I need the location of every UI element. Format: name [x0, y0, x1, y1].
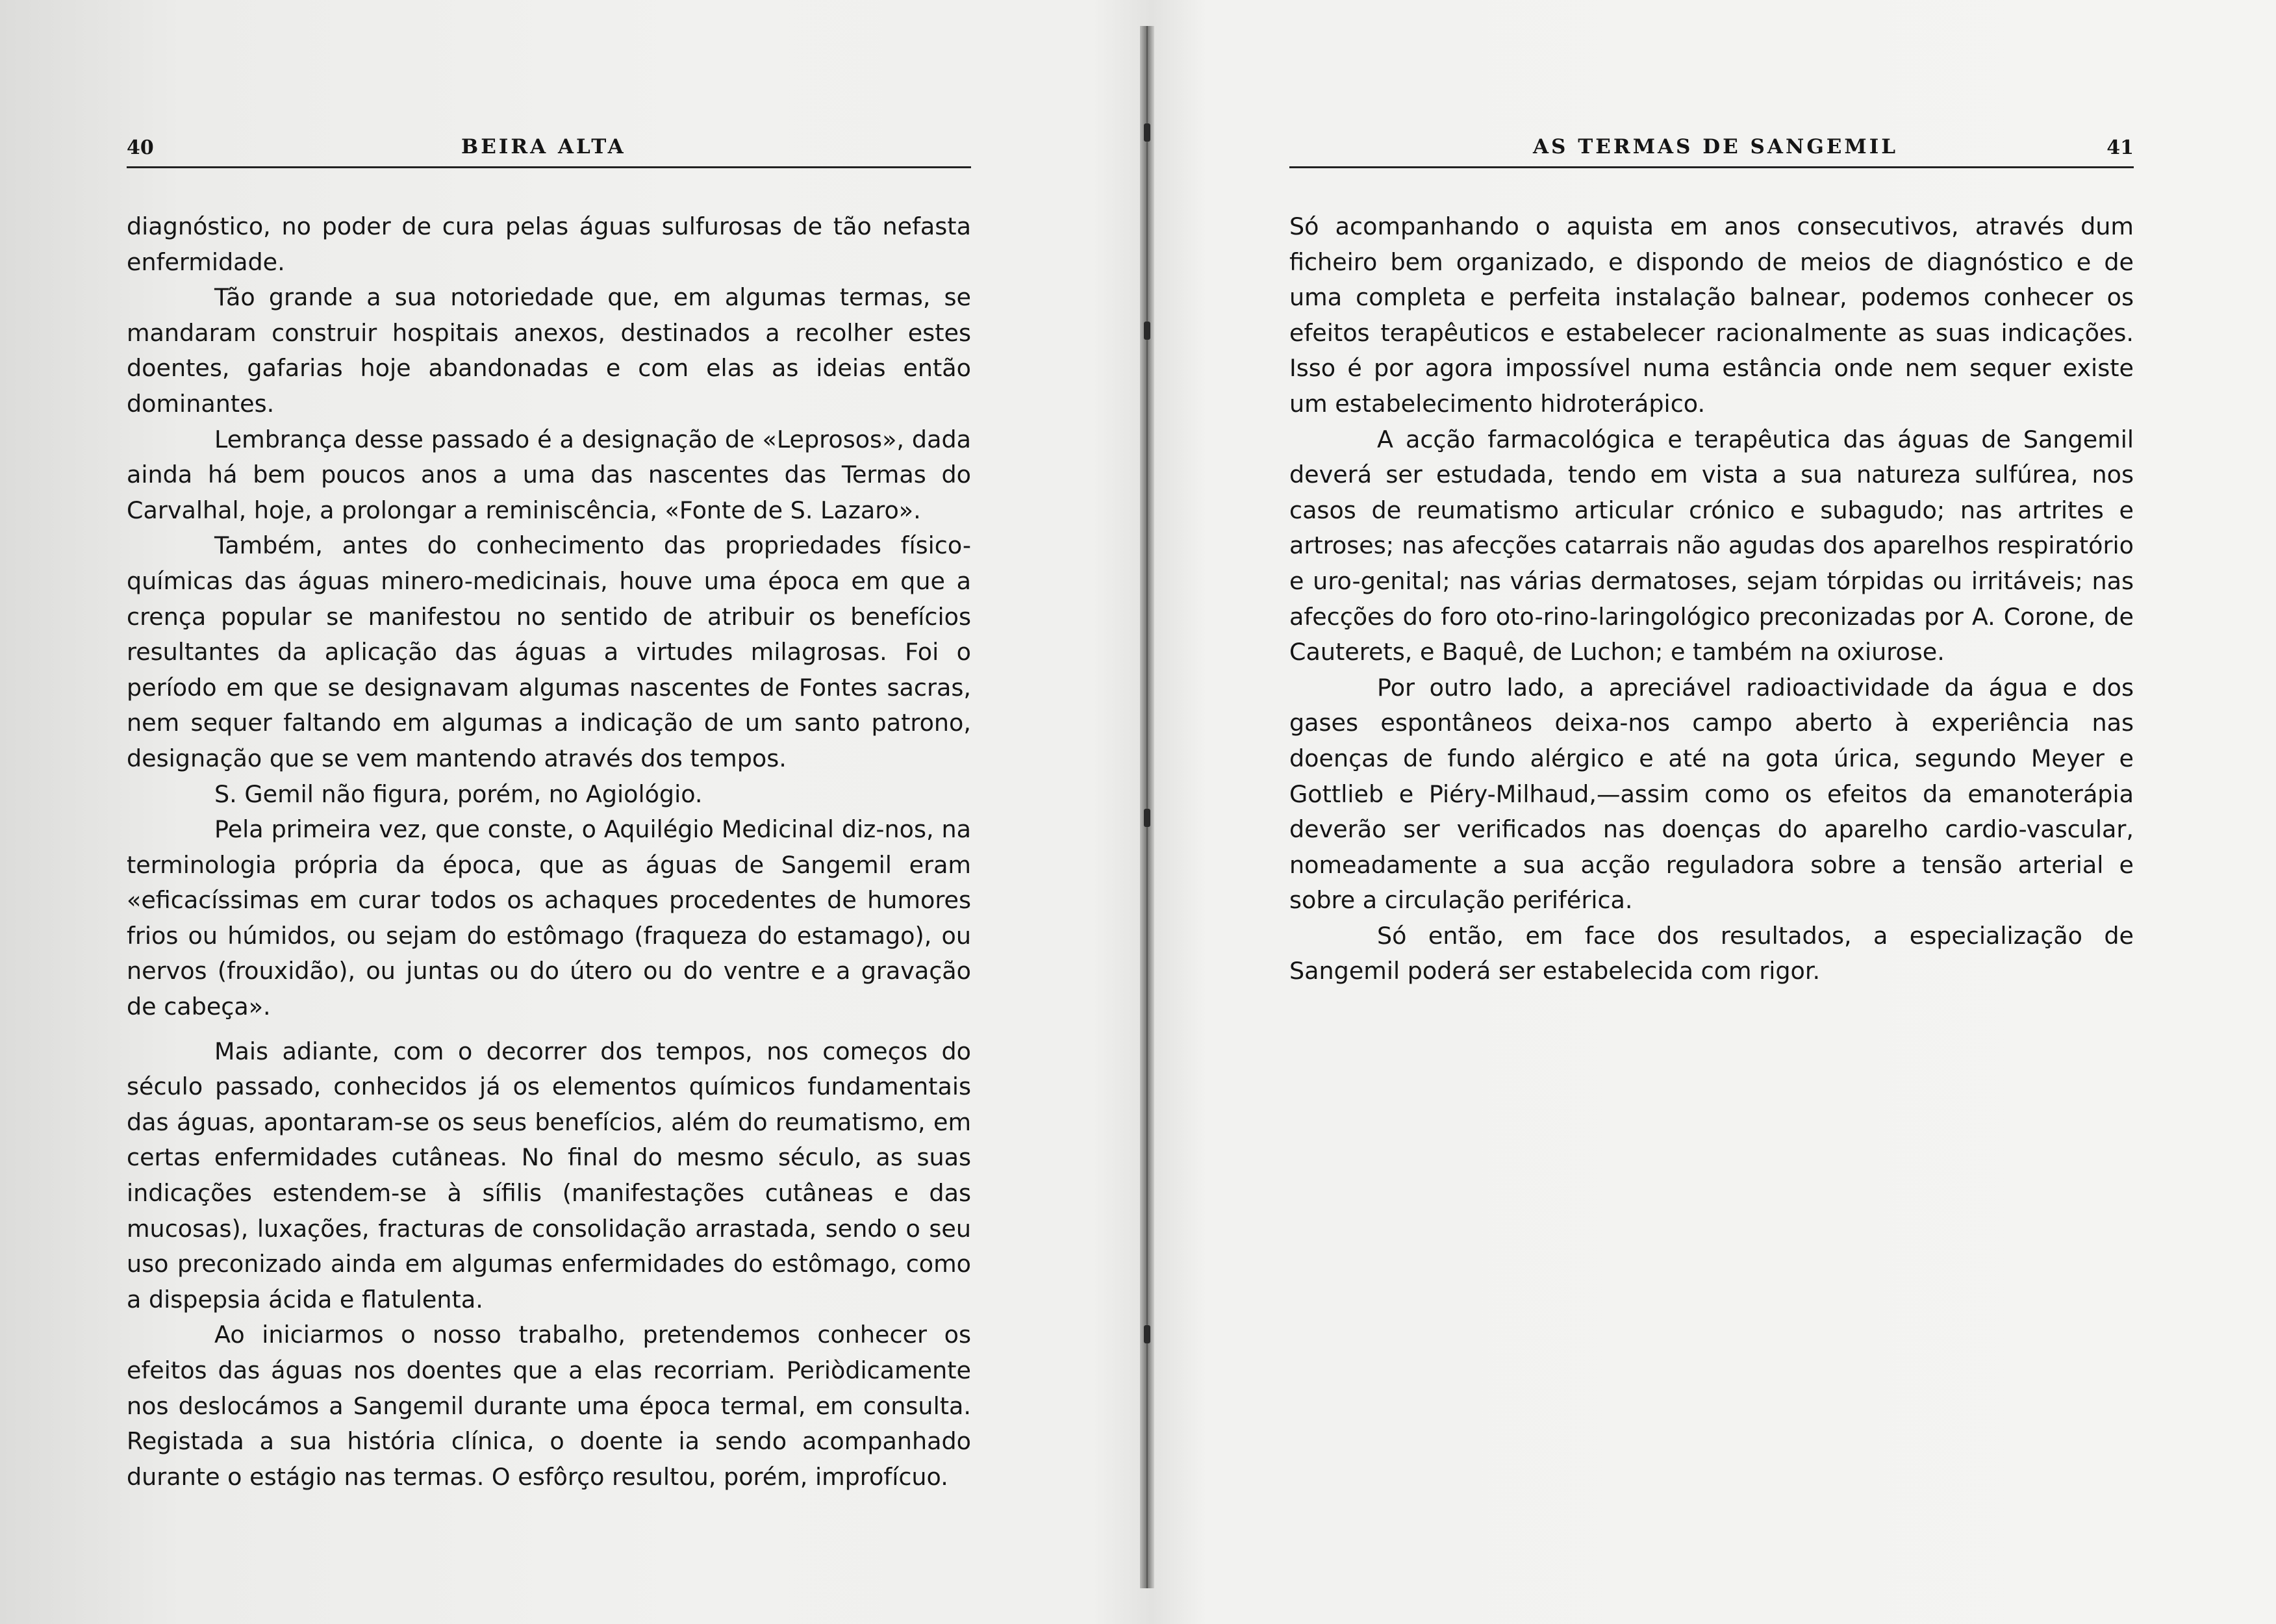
paragraph: Ao iniciarmos o nosso trabalho, pretendemos conhecer os efeitos das águas nos doentes que a elas recorriam. Periòdicamente nos deslocámos a Sangemil durante uma época termal, em consulta. Registada a sua história clínica, o doente ia sendo acompanhado durante o estágio nas termas. O esfôrço resultou, porém, improfícuo.: [127, 1321, 971, 1491]
right-running-title: AS TERMAS DE SANGEMIL: [1533, 135, 1899, 159]
paragraph: Mais adiante, com o decorrer dos tempos, nos começos do século passado, conhecidos já os elementos químicos fundamentais das águas, apontaram-se os seus benefícios, além do reumatismo, em certas enfermidades cutâneas. No final do mesmo século, as suas indicações estendem-se à sífilis (manifestações cutâneas e das mucosas), luxações, fracturas de consolidação arrastada, sendo o seu uso preconizado ainda em algumas enfermidades do estômago, como a dispepsia ácida e flatulenta.: [127, 1037, 971, 1313]
left-page: [127, 0, 971, 1624]
book-gutter: [1140, 26, 1154, 1588]
right-running-head: [1289, 127, 2134, 168]
paragraph: Pela primeira vez, que conste, o Aquilégio Medicinal diz-nos, na terminologia própria da época, que as águas de Sangemil eram «eficacíssimas em curar todos os achaques procedentes de humores frios ou húmidos, ou sejam do estômago (fraqueza do estamago), ou nervos (frouxidão), ou juntas ou do útero ou do ventre e a gravação de cabeça».: [127, 815, 971, 1021]
right-page-number: 41: [2106, 136, 2134, 159]
paragraph: Tão grande a sua notoriedade que, em algumas termas, se mandaram construir hospitais anexos, destinados a recolher estes doentes, gafarias hoje abandonadas e com elas as ideias então dominantes.: [127, 283, 971, 418]
left-running-head: [127, 127, 971, 168]
right-body-text: [1289, 209, 2134, 989]
paragraph: Só então, em face dos resultados, a especialização de Sangemil poderá ser estabelecida com rigor.: [1289, 921, 2134, 985]
binding-stitch: [1144, 1325, 1150, 1343]
binding-stitch: [1144, 322, 1150, 340]
paragraph: A acção farmacológica e terapêutica das águas de Sangemil deverá ser estudada, tendo em vista a sua natureza sulfúrea, nos casos de reumatismo articular crónico e subagudo; nas artrites e artroses; nas afecções catarrais não agudas dos aparelhos respiratório e uro-genital; nas várias dermatoses, sejam tórpidas ou irritáveis; nas afecções do foro oto-rino-laringológico preconizadas por A. Corone, de Cauterets, e Baquê, de Luchon; e também na oxiurose.: [1289, 425, 2134, 666]
paragraph: Também, antes do conhecimento das propriedades físico-químicas das águas minero-medicinais, houve uma época em que a crença popular se manifestou no sentido de atribuir os benefícios resultantes da aplicação das águas a virtudes milagrosas. Foi o período em que se designavam algumas nascentes de Fontes sacras, nem sequer faltando em algumas a indicação de um santo patrono, designação que se vem mantendo através dos tempos.: [127, 531, 971, 772]
paragraph: Lembrança desse passado é a designação de «Leprosos», dada ainda há bem poucos anos a uma das nascentes das Termas do Carvalhal, hoje, a prolongar a reminiscência, «Fonte de S. Lazaro».: [127, 425, 971, 524]
right-page: [1289, 0, 2134, 1624]
paragraph: S. Gemil não figura, porém, no Agiológio.: [214, 780, 703, 808]
binding-stitch: [1144, 123, 1150, 142]
paragraph: Por outro lado, a apreciável radioactividade da água e dos gases espontâneos deixa-nos campo aberto à experiência nas doenças de fundo alérgico e até na gota úrica, segundo Meyer e Gottlieb e Piéry-Milhaud,—assim como os efeitos da emanoterápia deverão ser verificados nas doenças do aparelho cardio-vascular, nomeadamente a sua acção reguladora sobre a tensão arterial e sobre a circulação periférica.: [1289, 673, 2134, 915]
binding-stitch: [1144, 809, 1150, 827]
paragraph: diagnóstico, no poder de cura pelas águas sulfurosas de tão nefasta enfermidade.: [127, 212, 971, 276]
paragraph: Só acompanhando o aquista em anos consecutivos, através dum ficheiro bem organizado, e dispondo de meios de diagnóstico e de uma completa e perfeita instalação balnear, podemos conhecer os efeitos terapêuticos e estabelecer racionalmente as suas indicações. Isso é por agora impossível numa estância onde nem sequer existe um estabelecimento hidroterápico.: [1289, 212, 2134, 418]
left-running-title: BEIRA ALTA: [461, 135, 626, 159]
left-body-text: [127, 209, 971, 1495]
left-page-number: 40: [127, 136, 154, 159]
